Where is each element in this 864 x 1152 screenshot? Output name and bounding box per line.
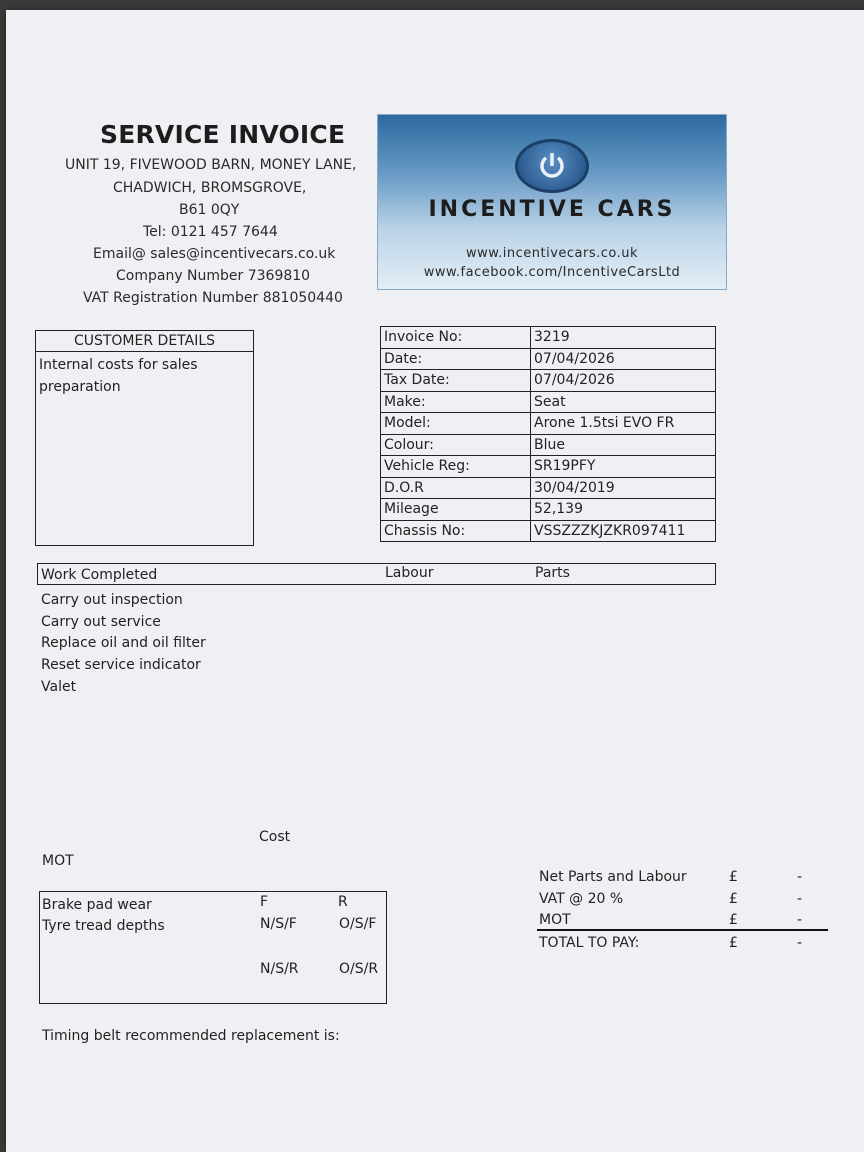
summary-value: - xyxy=(797,891,803,907)
info-value: 52,139 xyxy=(531,499,716,521)
mot-label: MOT xyxy=(42,853,74,869)
info-label: Invoice No: xyxy=(381,327,531,349)
total-value: - xyxy=(797,935,803,951)
logo-facebook: www.facebook.com/IncentiveCarsLtd xyxy=(423,265,681,280)
list-item: Carry out service xyxy=(41,613,161,630)
summary-label: MOT xyxy=(539,912,571,928)
customer-details-box xyxy=(35,330,254,546)
power-symbol-icon xyxy=(515,139,589,193)
customer-details-body xyxy=(36,352,253,400)
nsr-label: N/S/R xyxy=(260,961,299,977)
address-postcode: B61 0QY xyxy=(179,202,240,218)
logo-company-name: INCENTIVE CARS xyxy=(428,197,676,222)
summary-currency: £ xyxy=(729,891,738,907)
summary-currency: £ xyxy=(729,869,738,885)
address-email: Email@ sales@incentivecars.co.uk xyxy=(93,246,336,262)
table-row xyxy=(381,499,716,521)
info-label: Vehicle Reg: xyxy=(381,456,531,478)
company-logo xyxy=(377,114,727,290)
info-label: Make: xyxy=(381,391,531,413)
info-value: VSSZZZKJZKR097411 xyxy=(531,520,716,542)
customer-details-heading: CUSTOMER DETAILS xyxy=(36,331,253,352)
info-label: Colour: xyxy=(381,434,531,456)
summary-label: VAT @ 20 % xyxy=(539,891,624,907)
osr-label: O/S/R xyxy=(339,961,379,977)
info-value: 07/04/2026 xyxy=(531,370,716,392)
info-label: Tax Date: xyxy=(381,370,531,392)
invoice-title: SERVICE INVOICE xyxy=(100,120,346,149)
logo-website: www.incentivecars.co.uk xyxy=(465,246,639,261)
work-header-row xyxy=(37,563,716,585)
nsf-label: N/S/F xyxy=(260,916,297,932)
info-value: SR19PFY xyxy=(531,456,716,478)
vehicle-info-table xyxy=(380,326,716,542)
osf-label: O/S/F xyxy=(339,916,377,932)
info-label: Date: xyxy=(381,348,531,370)
list-item: Reset service indicator xyxy=(41,657,201,674)
table-row xyxy=(381,477,716,499)
address-line-2: CHADWICH, BROMSGROVE, xyxy=(113,180,307,196)
list-item: Carry out inspection xyxy=(41,592,183,608)
tyre-tread-label: Tyre tread depths xyxy=(42,918,165,934)
summary-label: Net Parts and Labour xyxy=(539,869,687,885)
address-phone: Tel: 0121 457 7644 xyxy=(143,224,278,240)
total-divider xyxy=(537,929,828,931)
info-value: 3219 xyxy=(531,327,716,349)
work-completed-heading: Work Completed xyxy=(41,567,158,583)
info-value: Blue xyxy=(531,434,716,456)
info-value: 07/04/2026 xyxy=(531,348,716,370)
parts-heading: Parts xyxy=(535,565,570,581)
table-row xyxy=(381,413,716,435)
summary-value: - xyxy=(797,869,803,885)
total-label: TOTAL TO PAY: xyxy=(539,935,640,951)
table-row xyxy=(381,391,716,413)
info-label: Mileage xyxy=(381,499,531,521)
info-value: Seat xyxy=(531,391,716,413)
cost-label: Cost xyxy=(259,829,291,845)
table-row xyxy=(381,370,716,392)
vat-number: VAT Registration Number 881050440 xyxy=(83,290,343,306)
info-label: Chassis No: xyxy=(381,520,531,542)
total-currency: £ xyxy=(729,935,738,951)
company-number: Company Number 7369810 xyxy=(116,268,311,284)
table-row xyxy=(381,348,716,370)
table-row xyxy=(381,520,716,542)
timing-belt-note: Timing belt recommended replacement is: xyxy=(42,1028,340,1044)
summary-value: - xyxy=(797,912,803,928)
labour-heading: Labour xyxy=(385,565,434,581)
brake-pad-label: Brake pad wear xyxy=(42,897,152,913)
front-label: F xyxy=(260,894,269,910)
list-item: Valet xyxy=(41,678,77,695)
info-value: Arone 1.5tsi EVO FR xyxy=(531,413,716,435)
customer-line: Internal costs for sales xyxy=(39,357,198,373)
info-value: 30/04/2019 xyxy=(531,477,716,499)
table-row xyxy=(381,434,716,456)
work-items-list xyxy=(41,590,206,699)
list-item: Replace oil and oil filter xyxy=(41,635,206,652)
rear-label: R xyxy=(338,894,348,910)
summary-currency: £ xyxy=(729,912,738,928)
info-label: Model: xyxy=(381,413,531,435)
customer-line: preparation xyxy=(39,379,121,395)
info-label: D.O.R xyxy=(381,477,531,499)
table-row xyxy=(381,327,716,349)
address-line-1: UNIT 19, FIVEWOOD BARN, MONEY LANE, xyxy=(65,157,357,173)
table-row xyxy=(381,456,716,478)
